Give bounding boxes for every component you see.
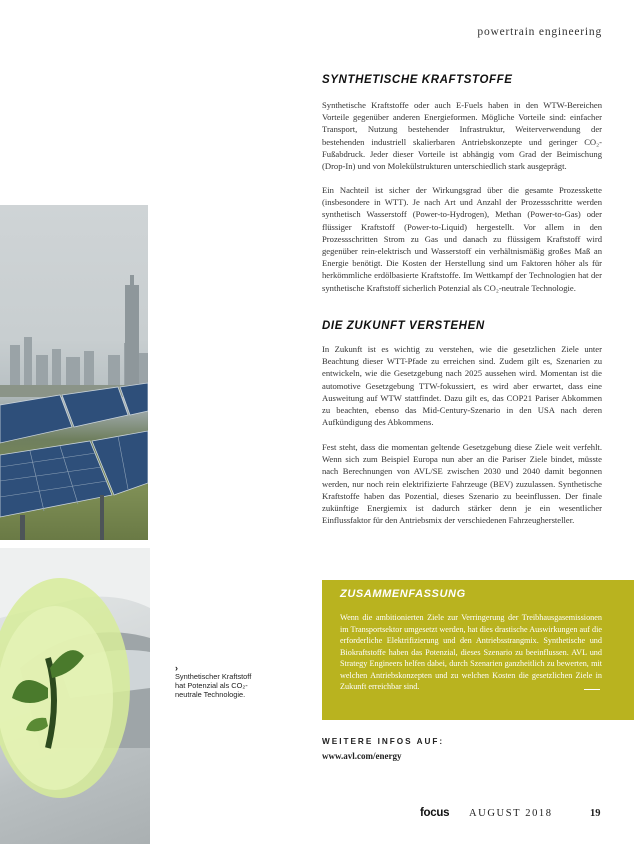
chevron-right-icon: › [175, 663, 178, 673]
caption-text: Synthetischer Kraftstoff hat Potenzial als CO₂-neutrale Technologie. [175, 672, 252, 699]
paragraph: In Zukunft ist es wichtig zu verstehen, wie die gesetzlichen Ziele unter Beachtung dieser WTT-Pfade zu erreichen sind. Zudem gilt es, Szenarien zu entwickeln, wie die Gesetzgebung nach 2025 aussehen wird. Momentan ist die automotive Gesetzgebung TTW-fokussiert, es wird aber erwartet, dass eine Ausweitung auf WTW stattfindet. Dazu gilt es, das COP21 Pariser Abkommen zu beachten, ebenso das Mid-Century-Szenario in den USA nach deren Aufkündigung des Abkommens. [322, 344, 602, 428]
section-title-synthetic-fuels: SYNTHETISCHE KRAFTSTOFFE [322, 74, 513, 86]
end-mark [584, 689, 600, 690]
summary-title: ZUSAMMENFASSUNG [340, 588, 466, 600]
solar-panel-photo [0, 205, 148, 540]
paragraph: Fest steht, dass die momentan geltende Gesetzgebung diese Ziele weit verfehlt. Wenn sich zum Beispiel Europa nun aber an die Pariser Ziele bindet, müsste nach Berechnungen von AVL/SE zwischen 2030 und 2040 damit begonnen werden, nur noch rein elektrifizierte Fahrzeuge (BEV) zuzulassen. Synthetische Kraftstoffe haben das Pozential, dieses Szenario zu beeinflussen. Der finale zukünftige Energiemix ist dadurch stärker denn je ein wesentlicher Einflussfaktor für den Antriebsmix der verschiedenen Fahrzeughersteller. [322, 442, 602, 526]
photo-caption [175, 664, 255, 699]
magazine-logo: focus [420, 807, 450, 819]
section-title-understand-future: DIE ZUKUNFT VERSTEHEN [322, 320, 485, 332]
section-header: powertrain engineering [477, 26, 602, 38]
issue-date: AUGUST 2018 [469, 808, 553, 819]
more-info-link[interactable]: www.avl.com/energy [322, 751, 402, 761]
more-info-label: WEITERE INFOS AUF: [322, 737, 445, 746]
car-fuel-photo [0, 548, 150, 844]
summary-box [322, 580, 634, 720]
paragraph: Ein Nachteil ist sicher der Wirkungsgrad über die gesamte Prozesskette (insbesondere in WTT). Je nach Art und Anzahl der Prozessschritte werden synthetisch Wasserstoff (Power-to-Hydrogen), Methan (Power-to-Gas) oder flüssiger Kraftstoff (Power-to-Liquid) hergestellt. Vor allem in den Prozessschritten Strom zu Gas und danach zu flüssigem Kraftstoff wird gegenüber rein-elektrisch und Wasserstoff ein verhältnismäßig großes Maß an Energie benötigt. Die Kosten der Herstellung sind um Faktoren höher als für herkömmliche erdölbasierte Kraftstoffe. Im Wettkampf der Technologien hat der synthetische Kraftstoff sicherlich Potenzial als CO₂-neutrale Technologie. [322, 185, 602, 293]
page-number: 19 [590, 808, 601, 819]
paragraph: Synthetische Kraftstoffe oder auch E-Fuels haben in den WTW-Bereichen Vorteile gegenüber anderen Energieformen. Mögliche Vorteile sind: einfacher Transport, Nutzung bestehender Infrastruktur, Weiterverwendung der bestehenden industriell skalierbaren Antriebskonzepte und geringer CO₂-Fußabdruck. Jeder dieser Vorteile ist abhängig vom Grad der Beimischung (Drop-In) und von Molekülstrukturen unterschiedlich stark ausgeprägt. [322, 100, 602, 172]
summary-text: Wenn die ambitionierten Ziele zur Verringerung der Treibhausgasemissionen im Transportsektor umgesetzt werden, hat dies drastische Auswirkungen auf die erforderliche Elektrifizierung und den Antriebsstrangmix. Synthetische und Biokraftstoffe haben das Potenzial, dieses Szenario zu beeinflussen. AVL und Strategy Engineers helfen dabei, durch Szenarien ganzheitlich zu bewerten, mit welchen Antriebskonzepten und zu welchen Kosten die gesetzlichen Ziele in Zukunft erreichbar sind. [340, 613, 602, 691]
